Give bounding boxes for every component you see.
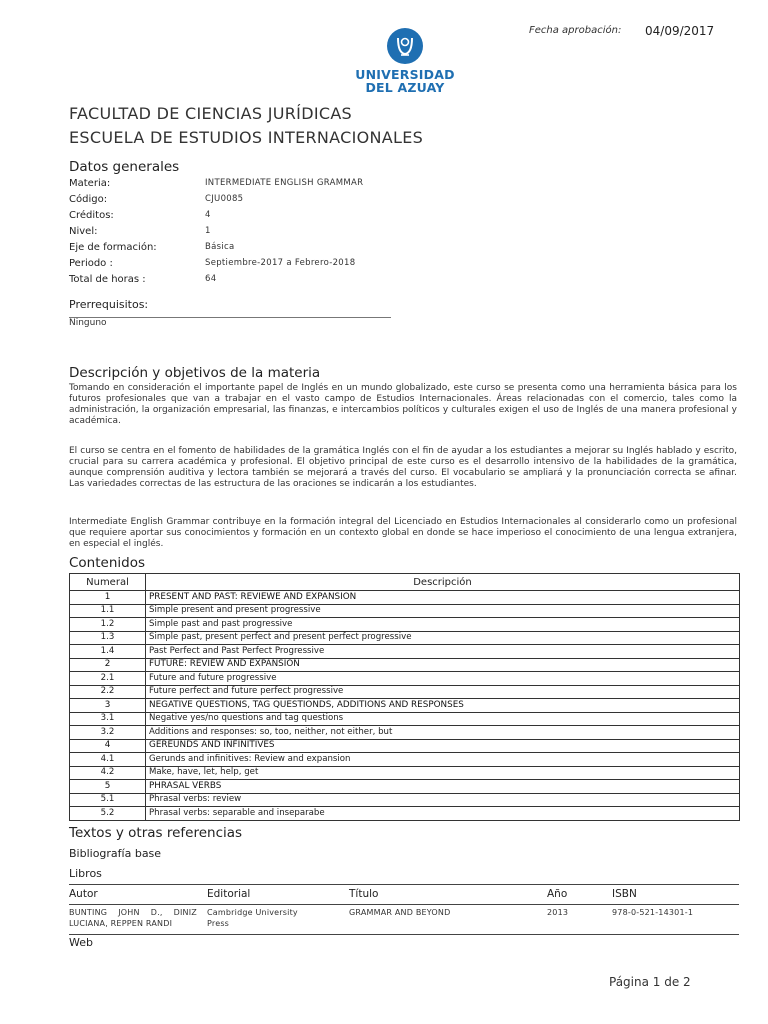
general-row-label: Total de horas : (69, 274, 146, 285)
contents-topic-row (70, 807, 740, 821)
books-table-top-rule (69, 884, 739, 885)
approval-date: 04/09/2017 (645, 24, 715, 38)
school-title: ESCUELA DE ESTUDIOS INTERNACIONALES (69, 128, 424, 147)
book-publisher: Cambridge University Press (207, 908, 298, 928)
title-column-header: Título (349, 888, 379, 900)
contents-topic-row (70, 793, 740, 807)
contents-numeral: 1 (70, 591, 146, 605)
faculty-title: FACULTAD DE CIENCIAS JURÍDICAS (69, 104, 353, 123)
general-row-value: 64 (205, 274, 217, 284)
contents-numeral: 2 (70, 658, 146, 672)
contents-numeral: 3.1 (70, 712, 146, 726)
description-paragraph: Intermediate English Grammar contribuye en la formación integral del Licenciado en Estudios Internacionales al considerarlo como un profesional que requiere aportar sus conocimientos y formación en un contexto global en donde se hace imperioso el conocimiento de una lengua extranjera, en especial el inglés. (69, 517, 737, 549)
general-row-value: Básica (205, 242, 235, 252)
description-column-header: Descripción (146, 574, 740, 591)
general-row-label: Nivel: (69, 226, 98, 237)
contents-topic-row (70, 766, 740, 780)
general-row-value: 1 (205, 226, 211, 236)
contents-unit-row (70, 739, 740, 753)
general-data-heading: Datos generales (69, 159, 180, 175)
contents-numeral: 4 (70, 739, 146, 753)
book-author: BUNTING JOHN D., DINIZ LUCIANA, REPPEN RANDI (69, 908, 197, 928)
contents-numeral: 5.1 (70, 793, 146, 807)
university-logo (355, 28, 455, 94)
books-header-rule (69, 904, 739, 905)
prerequisites-heading: Prerrequisitos: (69, 298, 149, 311)
contents-numeral: 5.2 (70, 807, 146, 821)
general-row-label: Código: (69, 194, 108, 205)
university-name-line2: DEL AZUAY (365, 80, 445, 95)
web-heading: Web (69, 936, 93, 949)
university-seal-icon (387, 28, 423, 64)
contents-description: PRESENT AND PAST: REVIEWE AND EXPANSION (146, 591, 740, 605)
books-bottom-rule (69, 934, 739, 935)
contents-topic-row (70, 712, 740, 726)
contents-numeral: 4.1 (70, 753, 146, 767)
contents-description: Past Perfect and Past Perfect Progressive (146, 645, 740, 659)
contents-description: Gerunds and infinitives: Review and expansion (146, 753, 740, 767)
prerequisites-divider (69, 317, 391, 318)
contents-topic-row (70, 685, 740, 699)
contents-topic-row (70, 726, 740, 740)
contents-topic-row (70, 631, 740, 645)
contents-description: Make, have, let, help, get (146, 766, 740, 780)
contents-unit-row (70, 780, 740, 794)
author-column-header: Autor (69, 888, 98, 900)
contents-numeral: 3.2 (70, 726, 146, 740)
general-row-label: Materia: (69, 178, 111, 189)
contents-numeral: 5 (70, 780, 146, 794)
contents-description: Future and future progressive (146, 672, 740, 686)
contents-table (69, 573, 740, 821)
references-heading: Textos y otras referencias (69, 825, 243, 841)
contents-topic-row (70, 645, 740, 659)
contents-unit-row (70, 591, 740, 605)
general-row-value: 4 (205, 210, 211, 220)
general-row-value: INTERMEDIATE ENGLISH GRAMMAR (205, 178, 364, 188)
contents-description: Phrasal verbs: review (146, 793, 740, 807)
contents-description: Simple past, present perfect and present perfect progressive (146, 631, 740, 645)
contents-description: Simple present and present progressive (146, 604, 740, 618)
contents-numeral: 2.1 (70, 672, 146, 686)
books-heading: Libros (69, 867, 102, 880)
numeral-column-header: Numeral (70, 574, 146, 591)
book-title: GRAMMAR AND BEYOND (349, 908, 451, 917)
year-column-header: Año (547, 888, 568, 900)
approval-date-label: Fecha aprobación: (529, 25, 622, 36)
contents-numeral: 3 (70, 699, 146, 713)
contents-topic-row (70, 604, 740, 618)
contents-numeral: 1.2 (70, 618, 146, 632)
page-number: Página 1 de 2 (609, 975, 691, 989)
contents-description: Phrasal verbs: separable and inseparabe (146, 807, 740, 821)
isbn-column-header: ISBN (612, 888, 637, 900)
book-isbn: 978-0-521-14301-1 (612, 908, 694, 917)
contents-topic-row (70, 618, 740, 632)
contents-numeral: 1.4 (70, 645, 146, 659)
publisher-column-header: Editorial (207, 888, 251, 900)
general-row-label: Eje de formación: (69, 242, 157, 253)
description-heading: Descripción y objetivos de la materia (69, 365, 321, 381)
contents-header-row (70, 574, 740, 591)
contents-description: Additions and responses: so, too, neither, not either, but (146, 726, 740, 740)
description-paragraph: Tomando en consideración el importante papel de Inglés en un mundo globalizado, este curso se presenta como una herramienta básica para los futuros profesionales que van a trabajar en el vasto campo de Estudios Internacionales. Áreas relacionadas con el comercio, tales como la administración, la organización empresarial, las finanzas, e intercambios políticos y culturales exigen el uso de Inglés de una manera profesional y académica. (69, 383, 737, 426)
contents-description: Negative yes/no questions and tag questions (146, 712, 740, 726)
general-row-label: Créditos: (69, 210, 114, 221)
contents-description: PHRASAL VERBS (146, 780, 740, 794)
contents-topic-row (70, 753, 740, 767)
prerequisites-value: Ninguno (69, 318, 107, 328)
general-row-label: Periodo : (69, 258, 113, 269)
contents-description: Simple past and past progressive (146, 618, 740, 632)
contents-description: NEGATIVE QUESTIONS, TAG QUESTIONDS, ADDITIONS AND RESPONSES (146, 699, 740, 713)
contents-numeral: 2.2 (70, 685, 146, 699)
contents-topic-row (70, 672, 740, 686)
general-row-value: Septiembre-2017 a Febrero-2018 (205, 258, 356, 268)
contents-numeral: 1.3 (70, 631, 146, 645)
bibliography-heading: Bibliografía base (69, 847, 162, 860)
contents-heading: Contenidos (69, 555, 146, 571)
contents-unit-row (70, 658, 740, 672)
contents-description: Future perfect and future perfect progressive (146, 685, 740, 699)
contents-numeral: 4.2 (70, 766, 146, 780)
book-year: 2013 (547, 908, 569, 917)
contents-description: FUTURE: REVIEW AND EXPANSION (146, 658, 740, 672)
contents-description: GEREUNDS AND INFINITIVES (146, 739, 740, 753)
description-paragraph: El curso se centra en el fomento de habilidades de la gramática Inglés con el fin de ayudar a los estudiantes a mejorar su Inglés hablado y escrito, crucial para su carrera académica y profesional. El objetivo principal de este curso es el desarrollo intensivo de la habilidades de la gramática, aunque comprensión auditiva y lectora también se mejorará a través del curso. El vocabulario se ampliará y la pronunciación correcta se afinar. Las variedades correctas de las estructura de las oraciones se indicarán a los estudiantes. (69, 446, 737, 489)
general-row-value: CJU0085 (205, 194, 244, 204)
university-name-line1: UNIVERSIDAD (355, 67, 455, 82)
contents-unit-row (70, 699, 740, 713)
contents-numeral: 1.1 (70, 604, 146, 618)
